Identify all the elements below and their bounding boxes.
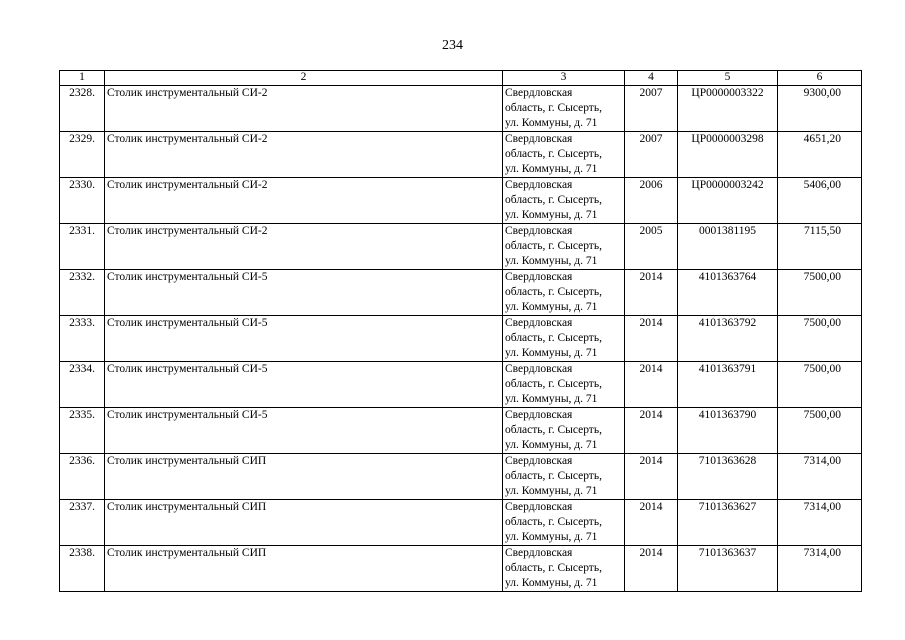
address-line-1: Свердловская xyxy=(505,133,573,145)
table-row xyxy=(60,86,862,132)
item-year: 2014 xyxy=(625,454,678,500)
item-amount: 7500,00 xyxy=(778,316,862,362)
item-year: 2014 xyxy=(625,408,678,454)
item-address xyxy=(503,224,625,270)
item-amount: 7500,00 xyxy=(778,362,862,408)
inventory-number: 7101363627 xyxy=(678,500,778,546)
item-amount: 7314,00 xyxy=(778,500,862,546)
address-line-2: область, г. Сысерть, xyxy=(505,470,602,482)
row-number: 2337. xyxy=(60,500,105,546)
inventory-number: 0001381195 xyxy=(678,224,778,270)
inventory-number: 7101363628 xyxy=(678,454,778,500)
table-row xyxy=(60,454,862,500)
address-line-3: ул. Коммуны, д. 71 xyxy=(505,117,598,129)
address-line-3: ул. Коммуны, д. 71 xyxy=(505,301,598,313)
table-header xyxy=(60,71,862,86)
row-number: 2330. xyxy=(60,178,105,224)
inventory-number: 4101363764 xyxy=(678,270,778,316)
address-line-2: область, г. Сысерть, xyxy=(505,148,602,160)
address-line-1: Свердловская xyxy=(505,409,573,421)
item-name: Столик инструментальный СИ-5 xyxy=(105,270,503,316)
address-line-1: Свердловская xyxy=(505,271,573,283)
item-name: Столик инструментальный СИ-5 xyxy=(105,408,503,454)
row-number: 2334. xyxy=(60,362,105,408)
item-name: Столик инструментальный СИ-5 xyxy=(105,316,503,362)
row-number: 2338. xyxy=(60,546,105,592)
item-address xyxy=(503,270,625,316)
table-row xyxy=(60,132,862,178)
row-number: 2335. xyxy=(60,408,105,454)
item-address xyxy=(503,362,625,408)
table-row xyxy=(60,408,862,454)
item-year: 2005 xyxy=(625,224,678,270)
item-year: 2014 xyxy=(625,546,678,592)
item-name: Столик инструментальный СИ-2 xyxy=(105,224,503,270)
item-address xyxy=(503,132,625,178)
item-name: Столик инструментальный СИП xyxy=(105,500,503,546)
item-year: 2007 xyxy=(625,86,678,132)
row-number: 2336. xyxy=(60,454,105,500)
table-row xyxy=(60,224,862,270)
table-row xyxy=(60,500,862,546)
item-amount: 7500,00 xyxy=(778,270,862,316)
row-number: 2329. xyxy=(60,132,105,178)
address-line-2: область, г. Сысерть, xyxy=(505,516,602,528)
item-year: 2014 xyxy=(625,316,678,362)
address-line-3: ул. Коммуны, д. 71 xyxy=(505,439,598,451)
address-line-1: Свердловская xyxy=(505,87,573,99)
header-col-4: 4 xyxy=(625,71,678,86)
address-line-3: ул. Коммуны, д. 71 xyxy=(505,163,598,175)
item-amount: 7115,50 xyxy=(778,224,862,270)
address-line-3: ул. Коммуны, д. 71 xyxy=(505,485,598,497)
address-line-1: Свердловская xyxy=(505,225,573,237)
row-number: 2333. xyxy=(60,316,105,362)
item-amount: 5406,00 xyxy=(778,178,862,224)
item-year: 2014 xyxy=(625,270,678,316)
table-row xyxy=(60,316,862,362)
address-line-1: Свердловская xyxy=(505,455,573,467)
address-line-3: ул. Коммуны, д. 71 xyxy=(505,577,598,589)
table-row xyxy=(60,362,862,408)
address-line-3: ул. Коммуны, д. 71 xyxy=(505,347,598,359)
item-year: 2014 xyxy=(625,362,678,408)
row-number: 2331. xyxy=(60,224,105,270)
item-address xyxy=(503,86,625,132)
item-address xyxy=(503,178,625,224)
header-col-1: 1 xyxy=(60,71,105,86)
header-row xyxy=(60,71,862,86)
address-line-1: Свердловская xyxy=(505,363,573,375)
item-year: 2014 xyxy=(625,500,678,546)
header-col-2: 2 xyxy=(105,71,503,86)
item-amount: 4651,20 xyxy=(778,132,862,178)
table-row xyxy=(60,270,862,316)
address-line-1: Свердловская xyxy=(505,179,573,191)
inventory-number: ЦР0000003322 xyxy=(678,86,778,132)
address-line-2: область, г. Сысерть, xyxy=(505,286,602,298)
inventory-number: 4101363791 xyxy=(678,362,778,408)
address-line-1: Свердловская xyxy=(505,501,573,513)
item-name: Столик инструментальный СИ-2 xyxy=(105,132,503,178)
table-body xyxy=(60,86,862,592)
inventory-number: 7101363637 xyxy=(678,546,778,592)
item-name: Столик инструментальный СИ-2 xyxy=(105,86,503,132)
header-col-5: 5 xyxy=(678,71,778,86)
item-name: Столик инструментальный СИ-2 xyxy=(105,178,503,224)
item-address xyxy=(503,454,625,500)
page-number: 234 xyxy=(442,38,463,53)
address-line-2: область, г. Сысерть, xyxy=(505,240,602,252)
item-address xyxy=(503,408,625,454)
address-line-2: область, г. Сысерть, xyxy=(505,378,602,390)
item-year: 2006 xyxy=(625,178,678,224)
inventory-number: ЦР0000003242 xyxy=(678,178,778,224)
inventory-number: 4101363792 xyxy=(678,316,778,362)
header-col-6: 6 xyxy=(778,71,862,86)
inventory-number: ЦР0000003298 xyxy=(678,132,778,178)
item-address xyxy=(503,316,625,362)
address-line-2: область, г. Сысерть, xyxy=(505,424,602,436)
address-line-3: ул. Коммуны, д. 71 xyxy=(505,255,598,267)
property-table xyxy=(59,70,862,592)
item-amount: 7314,00 xyxy=(778,454,862,500)
item-name: Столик инструментальный СИП xyxy=(105,454,503,500)
address-line-2: область, г. Сысерть, xyxy=(505,194,602,206)
inventory-number: 4101363790 xyxy=(678,408,778,454)
item-amount: 7314,00 xyxy=(778,546,862,592)
row-number: 2328. xyxy=(60,86,105,132)
header-col-3: 3 xyxy=(503,71,625,86)
address-line-2: область, г. Сысерть, xyxy=(505,332,602,344)
address-line-1: Свердловская xyxy=(505,317,573,329)
item-amount: 7500,00 xyxy=(778,408,862,454)
item-name: Столик инструментальный СИ-5 xyxy=(105,362,503,408)
item-address xyxy=(503,500,625,546)
address-line-3: ул. Коммуны, д. 71 xyxy=(505,531,598,543)
item-address xyxy=(503,546,625,592)
address-line-3: ул. Коммуны, д. 71 xyxy=(505,393,598,405)
item-name: Столик инструментальный СИП xyxy=(105,546,503,592)
table-row xyxy=(60,178,862,224)
item-year: 2007 xyxy=(625,132,678,178)
address-line-1: Свердловская xyxy=(505,547,573,559)
address-line-2: область, г. Сысерть, xyxy=(505,102,602,114)
table-row xyxy=(60,546,862,592)
address-line-3: ул. Коммуны, д. 71 xyxy=(505,209,598,221)
item-amount: 9300,00 xyxy=(778,86,862,132)
row-number: 2332. xyxy=(60,270,105,316)
address-line-2: область, г. Сысерть, xyxy=(505,562,602,574)
